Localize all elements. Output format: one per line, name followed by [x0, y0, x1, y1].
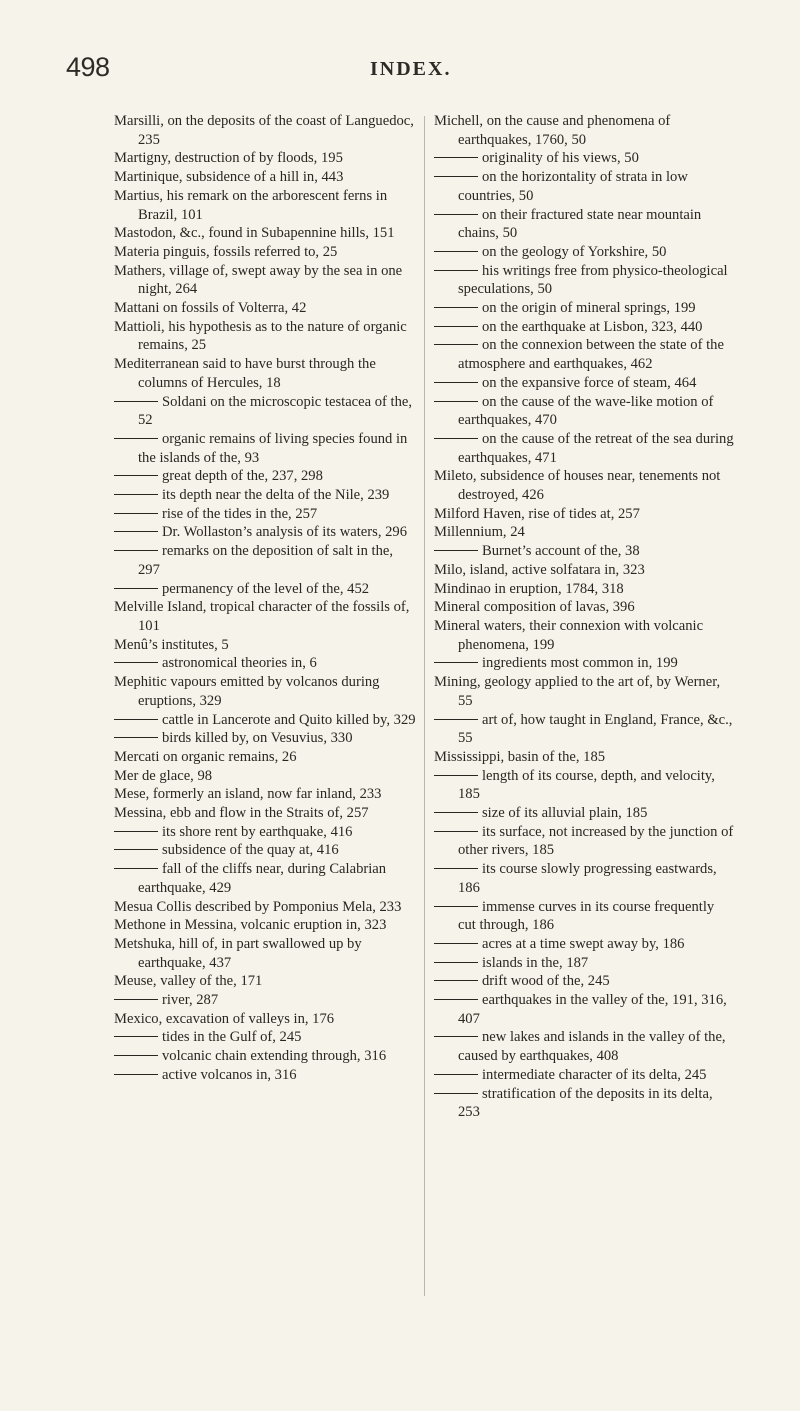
entry-text: fall of the cliffs near, during Calabrian earthquake, 429 — [138, 861, 387, 896]
ditto-dash — [434, 962, 478, 963]
index-subentry — [434, 654, 734, 673]
index-entry — [114, 149, 416, 168]
entry-text: on their fractured state near mountain chains, 50 — [458, 206, 702, 242]
entry-text: Mediterranean said to have burst through the columns of Hercules, 18 — [114, 356, 376, 391]
ditto-dash — [434, 812, 478, 813]
ditto-dash — [434, 550, 478, 551]
index-subentry — [434, 393, 734, 430]
entry-text: on the cause of the retreat of the sea during earthquakes, 471 — [458, 430, 734, 466]
ditto-dash — [114, 494, 158, 495]
index-subentry — [434, 542, 734, 561]
index-entry — [434, 561, 734, 580]
entry-text: Mese, formerly an island, now far inland, 233 — [114, 786, 382, 803]
entry-text: on the geology of Yorkshire, 50 — [482, 243, 667, 260]
index-subentry — [434, 823, 734, 860]
index-entry — [114, 916, 416, 935]
ditto-dash — [114, 438, 158, 439]
ditto-dash — [114, 475, 158, 476]
index-entry — [114, 1010, 416, 1029]
entry-text: Mattioli, his hypothesis as to the nature of organic remains, 25 — [114, 318, 407, 354]
entry-text: permanency of the level of the, 452 — [162, 580, 370, 597]
index-subentry — [434, 336, 734, 373]
entry-text: art of, how taught in England, France, &c., 55 — [458, 711, 733, 747]
index-entry — [434, 505, 734, 524]
index-subentry — [434, 168, 734, 205]
ditto-dash — [434, 438, 478, 439]
entry-text: Millennium, 24 — [434, 524, 525, 541]
index-entry — [114, 673, 416, 710]
entry-text: Mineral waters, their connexion with volcanic phenomena, 199 — [434, 617, 704, 653]
ditto-dash — [434, 382, 478, 383]
entry-text: drift wood of the, 245 — [482, 973, 610, 990]
entry-text: originality of his views, 50 — [482, 150, 639, 167]
entry-text: Mindinao in eruption, 1784, 318 — [434, 580, 624, 597]
entry-text: Mineral composition of lavas, 396 — [434, 599, 635, 616]
entry-text: astronomical theories in, 6 — [162, 655, 317, 672]
entry-text: Meuse, valley of the, 171 — [114, 973, 263, 990]
entry-text: Mathers, village of, swept away by the sea in one night, 264 — [114, 262, 403, 298]
index-entry — [114, 318, 416, 355]
index-subentry — [114, 711, 416, 730]
index-subentry — [434, 149, 734, 168]
index-entry — [114, 935, 416, 972]
index-entry — [114, 598, 416, 635]
page-header — [66, 52, 766, 92]
index-subentry — [114, 1047, 416, 1066]
index-subentry — [434, 243, 734, 262]
index-entry — [114, 785, 416, 804]
ditto-dash — [114, 401, 158, 402]
index-subentry — [434, 1028, 734, 1065]
entry-text: his writings free from physico-theological speculations, 50 — [458, 262, 728, 298]
entry-text: Menû’s institutes, 5 — [114, 636, 229, 653]
index-entry — [434, 617, 734, 654]
index-entry — [114, 972, 416, 991]
entry-text: stratification of the deposits in its delta, 253 — [458, 1085, 713, 1121]
entry-text: its depth near the delta of the Nile, 239 — [162, 487, 390, 504]
entry-text: Soldani on the microscopic testacea of the, 52 — [138, 393, 413, 429]
entry-text: tides in the Gulf of, 245 — [162, 1029, 302, 1046]
entry-text: Milford Haven, rise of tides at, 257 — [434, 505, 640, 522]
index-subentry — [114, 393, 416, 430]
index-subentry — [114, 1028, 416, 1047]
ditto-dash — [434, 344, 478, 345]
index-entry — [114, 299, 416, 318]
entry-text: Materia pinguis, fossils referred to, 25 — [114, 243, 338, 260]
running-title: INDEX. — [370, 58, 452, 80]
index-subentry — [114, 654, 416, 673]
index-subentry — [434, 318, 734, 337]
entry-text: Mileto, subsidence of houses near, tenements not destroyed, 426 — [434, 468, 721, 504]
entry-text: volcanic chain extending through, 316 — [162, 1048, 387, 1065]
index-entry — [114, 767, 416, 786]
entry-text: Michell, on the cause and phenomena of earthquakes, 1760, 50 — [434, 113, 671, 148]
index-entry — [434, 580, 734, 599]
ditto-dash — [434, 719, 478, 720]
index-subentry — [114, 523, 416, 542]
ditto-dash — [434, 214, 478, 215]
entry-text: on the earthquake at Lisbon, 323, 440 — [482, 318, 703, 335]
entry-text: Marsilli, on the deposits of the coast of Languedoc, 235 — [114, 113, 414, 148]
entry-text: Mesua Collis described by Pomponius Mela, 233 — [114, 898, 402, 915]
index-subentry — [434, 374, 734, 393]
entry-text: on the cause of the wave-like motion of earthquakes, 470 — [458, 393, 714, 429]
index-subentry — [434, 972, 734, 991]
ditto-dash — [114, 1036, 158, 1037]
entry-text: new lakes and islands in the valley of the, caused by earthquakes, 408 — [458, 1029, 726, 1065]
ditto-dash — [434, 868, 478, 869]
ditto-dash — [434, 176, 478, 177]
index-subentry — [114, 430, 416, 467]
entry-text: length of its course, depth, and velocity, 185 — [458, 767, 715, 803]
ditto-dash — [434, 1036, 478, 1037]
entry-text: great depth of the, 237, 298 — [162, 468, 323, 485]
index-entry — [114, 355, 416, 392]
index-entry — [114, 168, 416, 187]
entry-text: Mephitic vapours emitted by volcanos during eruptions, 329 — [114, 674, 380, 709]
ditto-dash — [434, 662, 478, 663]
index-subentry — [114, 860, 416, 897]
index-entry — [114, 262, 416, 299]
index-subentry — [114, 1066, 416, 1085]
index-entry — [114, 748, 416, 767]
index-subentry — [434, 206, 734, 243]
entry-text: active volcanos in, 316 — [162, 1066, 297, 1083]
ditto-dash — [114, 1074, 158, 1075]
entry-text: remarks on the deposition of salt in the, 297 — [138, 543, 394, 578]
entry-text: intermediate character of its delta, 245 — [482, 1066, 707, 1083]
index-subentry — [114, 991, 416, 1010]
entry-text: its surface, not increased by the junction of other rivers, 185 — [458, 823, 734, 859]
ditto-dash — [114, 513, 158, 514]
index-entry — [114, 112, 416, 149]
entry-text: Martius, his remark on the arborescent ferns in Brazil, 101 — [114, 187, 388, 223]
ditto-dash — [434, 270, 478, 271]
ditto-dash — [434, 943, 478, 944]
entry-text: on the origin of mineral springs, 199 — [482, 300, 696, 317]
index-subentry — [114, 729, 416, 748]
index-subentry — [434, 1066, 734, 1085]
entry-text: Martinique, subsidence of a hill in, 443 — [114, 169, 344, 186]
index-entry — [114, 636, 416, 655]
entry-text: immense curves in its course frequently cut through, 186 — [458, 898, 715, 934]
index-subentry — [114, 580, 416, 599]
index-entry — [114, 243, 416, 262]
entry-text: river, 287 — [162, 992, 219, 1009]
ditto-dash — [434, 401, 478, 402]
entry-text: Milo, island, active solfatara in, 323 — [434, 561, 645, 578]
ditto-dash — [434, 1093, 478, 1094]
ditto-dash — [114, 999, 158, 1000]
entry-text: Mattani on fossils of Volterra, 42 — [114, 300, 307, 317]
index-entry — [434, 112, 734, 149]
entry-text: islands in the, 187 — [482, 954, 589, 971]
ditto-dash — [434, 251, 478, 252]
index-entry — [434, 523, 734, 542]
index-entry — [434, 748, 734, 767]
index-entry — [114, 804, 416, 823]
ditto-dash — [114, 831, 158, 832]
entry-text: ingredients most common in, 199 — [482, 655, 678, 672]
ditto-dash — [114, 849, 158, 850]
entry-text: Mercati on organic remains, 26 — [114, 748, 297, 765]
ditto-dash — [434, 307, 478, 308]
entry-text: acres at a time swept away by, 186 — [482, 935, 685, 952]
ditto-dash — [434, 906, 478, 907]
entry-text: Burnet’s account of the, 38 — [482, 543, 640, 560]
entry-text: birds killed by, on Vesuvius, 330 — [162, 730, 353, 747]
entry-text: Martigny, destruction of by floods, 195 — [114, 150, 343, 167]
entry-text: rise of the tides in the, 257 — [162, 505, 318, 522]
index-subentry — [434, 711, 734, 748]
index-subentry — [114, 823, 416, 842]
index-subentry — [434, 898, 734, 935]
entry-text: Mexico, excavation of valleys in, 176 — [114, 1010, 335, 1027]
ditto-dash — [114, 550, 158, 551]
index-subentry — [114, 841, 416, 860]
entry-text: cattle in Lancerote and Quito killed by, 329 — [162, 711, 416, 728]
index-entry — [434, 673, 734, 710]
index-subentry — [434, 430, 734, 467]
entry-text: Mississippi, basin of the, 185 — [434, 748, 606, 765]
entry-text: on the expansive force of steam, 464 — [482, 374, 697, 391]
page-number: 498 — [66, 52, 110, 82]
index-entry — [434, 467, 734, 504]
index-subentry — [434, 1085, 734, 1122]
index-column-right — [434, 112, 734, 1122]
index-subentry — [114, 486, 416, 505]
entry-text: size of its alluvial plain, 185 — [482, 805, 648, 822]
index-subentry — [434, 991, 734, 1028]
ditto-dash — [114, 1055, 158, 1056]
entry-text: Mer de glace, 98 — [114, 767, 213, 784]
entry-text: its shore rent by earthquake, 416 — [162, 823, 353, 840]
ditto-dash — [114, 737, 158, 738]
index-subentry — [434, 935, 734, 954]
ditto-dash — [114, 868, 158, 869]
index-entry — [114, 187, 416, 224]
index-subentry — [434, 860, 734, 897]
index-entry — [434, 598, 734, 617]
entry-text: earthquakes in the valley of the, 191, 316, 407 — [458, 992, 727, 1027]
entry-text: its course slowly progressing eastwards, 186 — [458, 861, 717, 896]
entry-text: Mining, geology applied to the art of, by Werner, 55 — [434, 674, 721, 709]
ditto-dash — [434, 775, 478, 776]
entry-text: on the connexion between the state of the atmosphere and earthquakes, 462 — [458, 337, 724, 373]
column-divider — [424, 116, 425, 1296]
entry-text: organic remains of living species found in the islands of the, 93 — [138, 430, 408, 466]
index-subentry — [434, 767, 734, 804]
entry-text: Methone in Messina, volcanic eruption in, 323 — [114, 917, 387, 934]
index-subentry — [114, 542, 416, 579]
ditto-dash — [114, 662, 158, 663]
ditto-dash — [114, 531, 158, 532]
ditto-dash — [434, 1074, 478, 1075]
entry-text: on the horizontality of strata in low countries, 50 — [458, 169, 688, 204]
index-entry — [114, 224, 416, 243]
ditto-dash — [434, 831, 478, 832]
index-subentry — [114, 467, 416, 486]
entry-text: Mastodon, &c., found in Subapennine hills, 151 — [114, 225, 395, 242]
index-subentry — [434, 804, 734, 823]
ditto-dash — [114, 719, 158, 720]
ditto-dash — [434, 999, 478, 1000]
index-entry — [114, 898, 416, 917]
index-subentry — [114, 505, 416, 524]
entry-text: Metshuka, hill of, in part swallowed up by earthquake, 437 — [114, 935, 362, 971]
index-column-left — [114, 112, 416, 1085]
entry-text: Melville Island, tropical character of the fossils of, 101 — [114, 599, 410, 634]
ditto-dash — [434, 157, 478, 158]
index-subentry — [434, 954, 734, 973]
index-subentry — [434, 262, 734, 299]
index-subentry — [434, 299, 734, 318]
entry-text: Dr. Wollaston’s analysis of its waters, 296 — [162, 524, 408, 541]
entry-text: subsidence of the quay at, 416 — [162, 842, 339, 859]
ditto-dash — [114, 588, 158, 589]
ditto-dash — [434, 326, 478, 327]
ditto-dash — [434, 980, 478, 981]
entry-text: Messina, ebb and flow in the Straits of, 257 — [114, 805, 369, 822]
